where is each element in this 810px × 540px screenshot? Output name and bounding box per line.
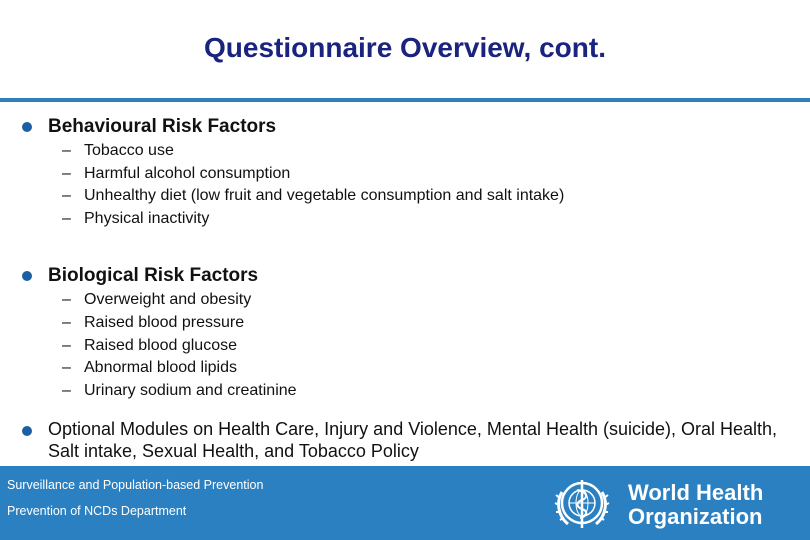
dash-marker: – — [62, 291, 71, 308]
footer-line-2: Prevention of NCDs Department — [7, 504, 187, 518]
optional-modules-text: Optional Modules on Health Care, Injury and Violence, Mental Health (suicide), Oral Health, Salt intake, Sexual Health, and Tobacco Policy — [48, 419, 778, 461]
list-item-text: Abnormal blood lipids — [84, 359, 237, 376]
dash-marker: – — [62, 359, 71, 376]
list-item-text: Raised blood pressure — [84, 314, 245, 331]
who-emblem-icon — [550, 472, 614, 534]
bullet-dot-icon — [22, 426, 32, 436]
title-divider — [0, 98, 810, 102]
dash-marker: – — [62, 142, 71, 159]
slide-title: Questionnaire Overview, cont. — [204, 32, 606, 63]
list-item-text: Unhealthy diet (low fruit and vegetable consumption and salt intake) — [84, 187, 565, 204]
footer-bar — [0, 466, 810, 540]
org-name-line-2: Organization — [628, 504, 763, 529]
list-item-text: Tobacco use — [84, 142, 174, 159]
list-item-text: Urinary sodium and creatinine — [84, 382, 297, 399]
section-heading: Biological Risk Factors — [48, 265, 259, 286]
dash-marker: – — [62, 382, 71, 399]
list-item-text: Overweight and obesity — [84, 291, 252, 308]
dash-marker: – — [62, 187, 71, 204]
bullet-dot-icon — [22, 271, 32, 281]
dash-marker: – — [62, 314, 71, 331]
org-name-line-1: World Health — [628, 480, 764, 505]
list-item-text: Physical inactivity — [84, 210, 210, 227]
section-heading: Behavioural Risk Factors — [48, 116, 277, 137]
list-item-text: Raised blood glucose — [84, 337, 237, 354]
dash-marker: – — [62, 210, 71, 227]
dash-marker: – — [62, 337, 71, 354]
dash-marker: – — [62, 165, 71, 182]
list-item-text: Harmful alcohol consumption — [84, 165, 291, 182]
bullet-dot-icon — [22, 122, 32, 132]
footer-line-1: Surveillance and Population-based Prevention — [7, 478, 264, 492]
